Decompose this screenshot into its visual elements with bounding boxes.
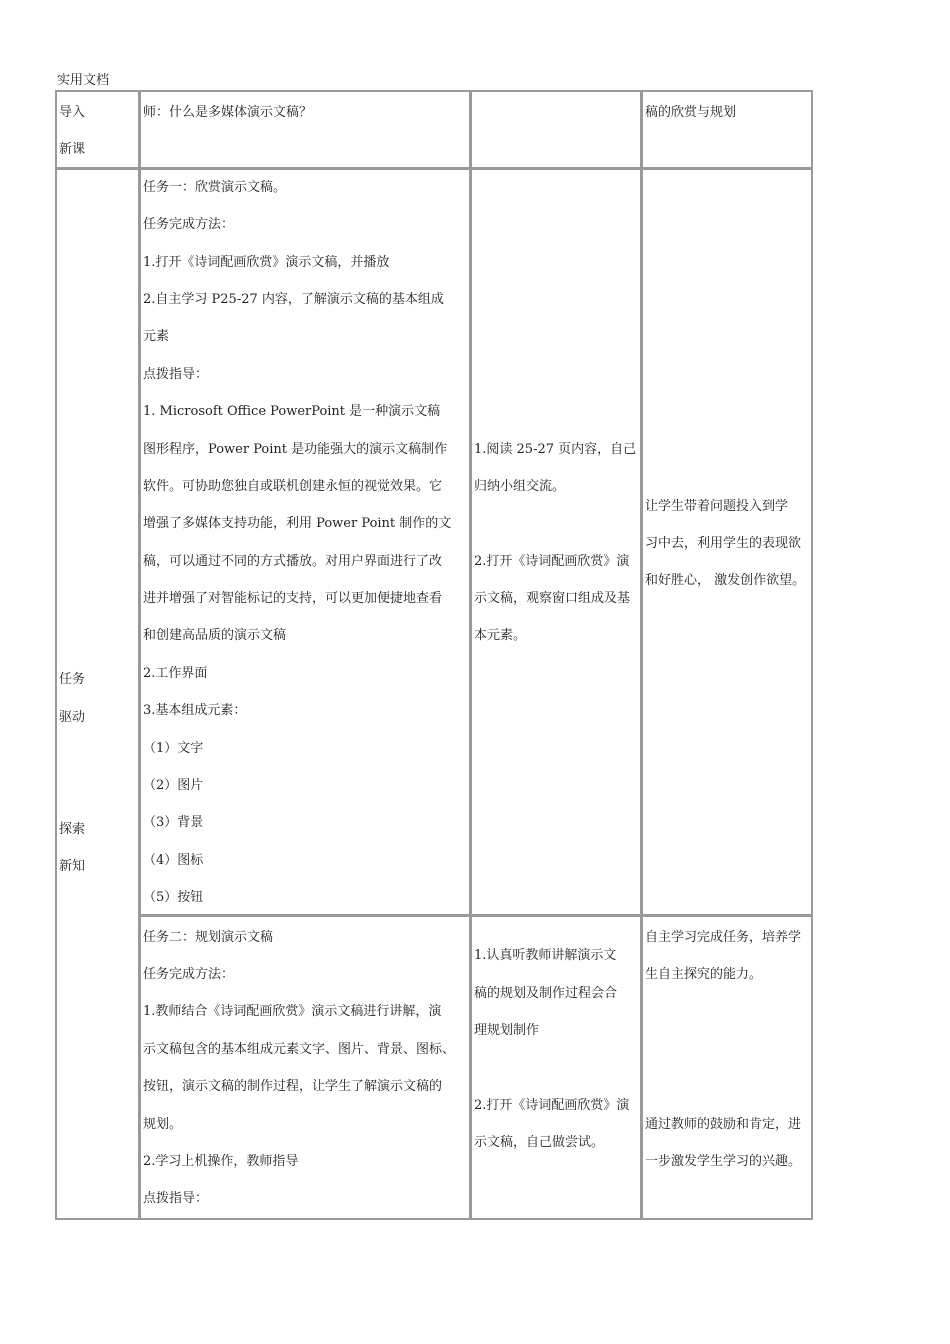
task1-teacher-line: （1）文字: [143, 741, 204, 756]
task1-purpose-line: 和好胜心， 激发创作欲望。: [645, 573, 806, 588]
task1-teacher-line: 进并增强了对智能标记的支持，可以更加便捷地查看: [143, 591, 443, 606]
task1-purpose-line: 习中去，利用学生的表现欲: [645, 536, 802, 551]
row1-purpose-line: 稿的欣赏与规划: [645, 105, 737, 120]
task1-teacher-line: 任务完成方法：: [143, 217, 235, 232]
task1-teacher-line: 和创建高品质的演示文稿: [143, 628, 287, 643]
task1-teacher-line: 软件。可协助您独自或联机创建永恒的视觉效果。它: [143, 479, 443, 494]
task1-purpose-cell: [643, 170, 811, 914]
task2-student-cell: [472, 917, 640, 1218]
lesson-table: [55, 90, 813, 1220]
task2-student-line: 稿的规划及制作过程会合: [474, 986, 618, 1001]
task1-purpose-line: 让学生带着问题投入到学: [645, 499, 789, 514]
task1-teacher-line: 图形程序，Power Point 是功能强大的演示文稿制作: [143, 442, 448, 457]
task1-teacher-line: （4）图标: [143, 853, 204, 868]
task1-student-line: 1.阅读 25-27 页内容，自己: [474, 442, 637, 457]
task1-student-line: 2.打开《诗词配画欣赏》演: [474, 554, 630, 569]
task1-teacher-line: （5）按钮: [143, 890, 204, 905]
task-stage-line: 任务: [59, 672, 86, 687]
task1-teacher-line: 3.基本组成元素：: [143, 703, 247, 718]
row1-stage-line: 新课: [59, 142, 86, 157]
task1-teacher-line: 1.打开《诗词配画欣赏》演示文稿，并播放: [143, 255, 390, 270]
row1-teacher-line: 师：什么是多媒体演示文稿？: [143, 105, 313, 120]
task2-teacher-cell: [141, 917, 469, 1218]
task2-teacher-line: 任务完成方法：: [143, 967, 235, 982]
task1-teacher-line: 2.工作界面: [143, 666, 208, 681]
row1-stage-line: 导入: [59, 105, 86, 120]
task1-teacher-line: 稿，可以通过不同的方式播放。对用户界面进行了改: [143, 554, 443, 569]
row1-teacher-cell: [141, 92, 469, 167]
row1-student-cell: [472, 92, 640, 167]
task2-teacher-line: 任务二：规划演示文稿: [143, 930, 274, 945]
task1-teacher-line: 1. Microsoft Office PowerPoint 是一种演示文稿: [143, 404, 441, 419]
task2-teacher-line: 规划。: [143, 1117, 183, 1132]
task1-teacher-line: 增强了多媒体支持功能，利用 Power Point 制作的文: [143, 516, 452, 531]
task2-purpose-line: 通过教师的鼓励和肯定，进: [645, 1117, 802, 1132]
task1-teacher-line: 任务一：欣赏演示文稿。: [143, 180, 287, 195]
task-stage-line: 新知: [59, 859, 86, 874]
task2-teacher-line: 示文稿包含的基本组成元素文字、图片、背景、图标、: [143, 1042, 456, 1057]
task1-student-line: 示文稿，观察窗口组成及基: [474, 591, 631, 606]
task-stage-line: 探索: [59, 822, 86, 837]
task2-student-line: 2.打开《诗词配画欣赏》演: [474, 1098, 630, 1113]
task1-student-cell: [472, 170, 640, 914]
page-header: 实用文档: [57, 73, 110, 88]
task2-purpose-cell: [643, 917, 811, 1218]
task-stage-line: 驱动: [59, 710, 86, 725]
task2-purpose-line: 自主学习完成任务，培养学: [645, 930, 802, 945]
task2-purpose-line: 生自主探究的能力。: [645, 967, 763, 982]
row1-stage-cell: [57, 92, 138, 167]
task1-student-line: 归纳小组交流。: [474, 479, 566, 494]
task1-teacher-line: （3）背景: [143, 815, 204, 830]
task1-teacher-line: 点拨指导：: [143, 367, 209, 382]
task2-teacher-line: 按钮，演示文稿的制作过程，让学生了解演示文稿的: [143, 1079, 443, 1094]
task1-teacher-line: 2.自主学习 P25-27 内容，了解演示文稿的基本组成: [143, 292, 444, 307]
task2-student-line: 1.认真听教师讲解演示文: [474, 948, 617, 963]
task2-student-line: 理规划制作: [474, 1023, 540, 1038]
task2-teacher-line: 2.学习上机操作，教师指导: [143, 1154, 299, 1169]
task2-teacher-line: 点拨指导：: [143, 1191, 209, 1206]
task1-teacher-cell: [141, 170, 469, 914]
task1-student-line: 本元素。: [474, 628, 527, 643]
row1-purpose-cell: [643, 92, 811, 167]
task-stage-cell: [57, 170, 138, 1218]
task2-student-line: 示文稿，自己做尝试。: [474, 1135, 605, 1150]
task1-teacher-line: （2）图片: [143, 778, 204, 793]
task1-teacher-line: 元素: [143, 329, 170, 344]
task2-purpose-line: 一步激发学生学习的兴趣。: [645, 1154, 802, 1169]
task2-teacher-line: 1.教师结合《诗词配画欣赏》演示文稿进行讲解，演: [143, 1004, 442, 1019]
